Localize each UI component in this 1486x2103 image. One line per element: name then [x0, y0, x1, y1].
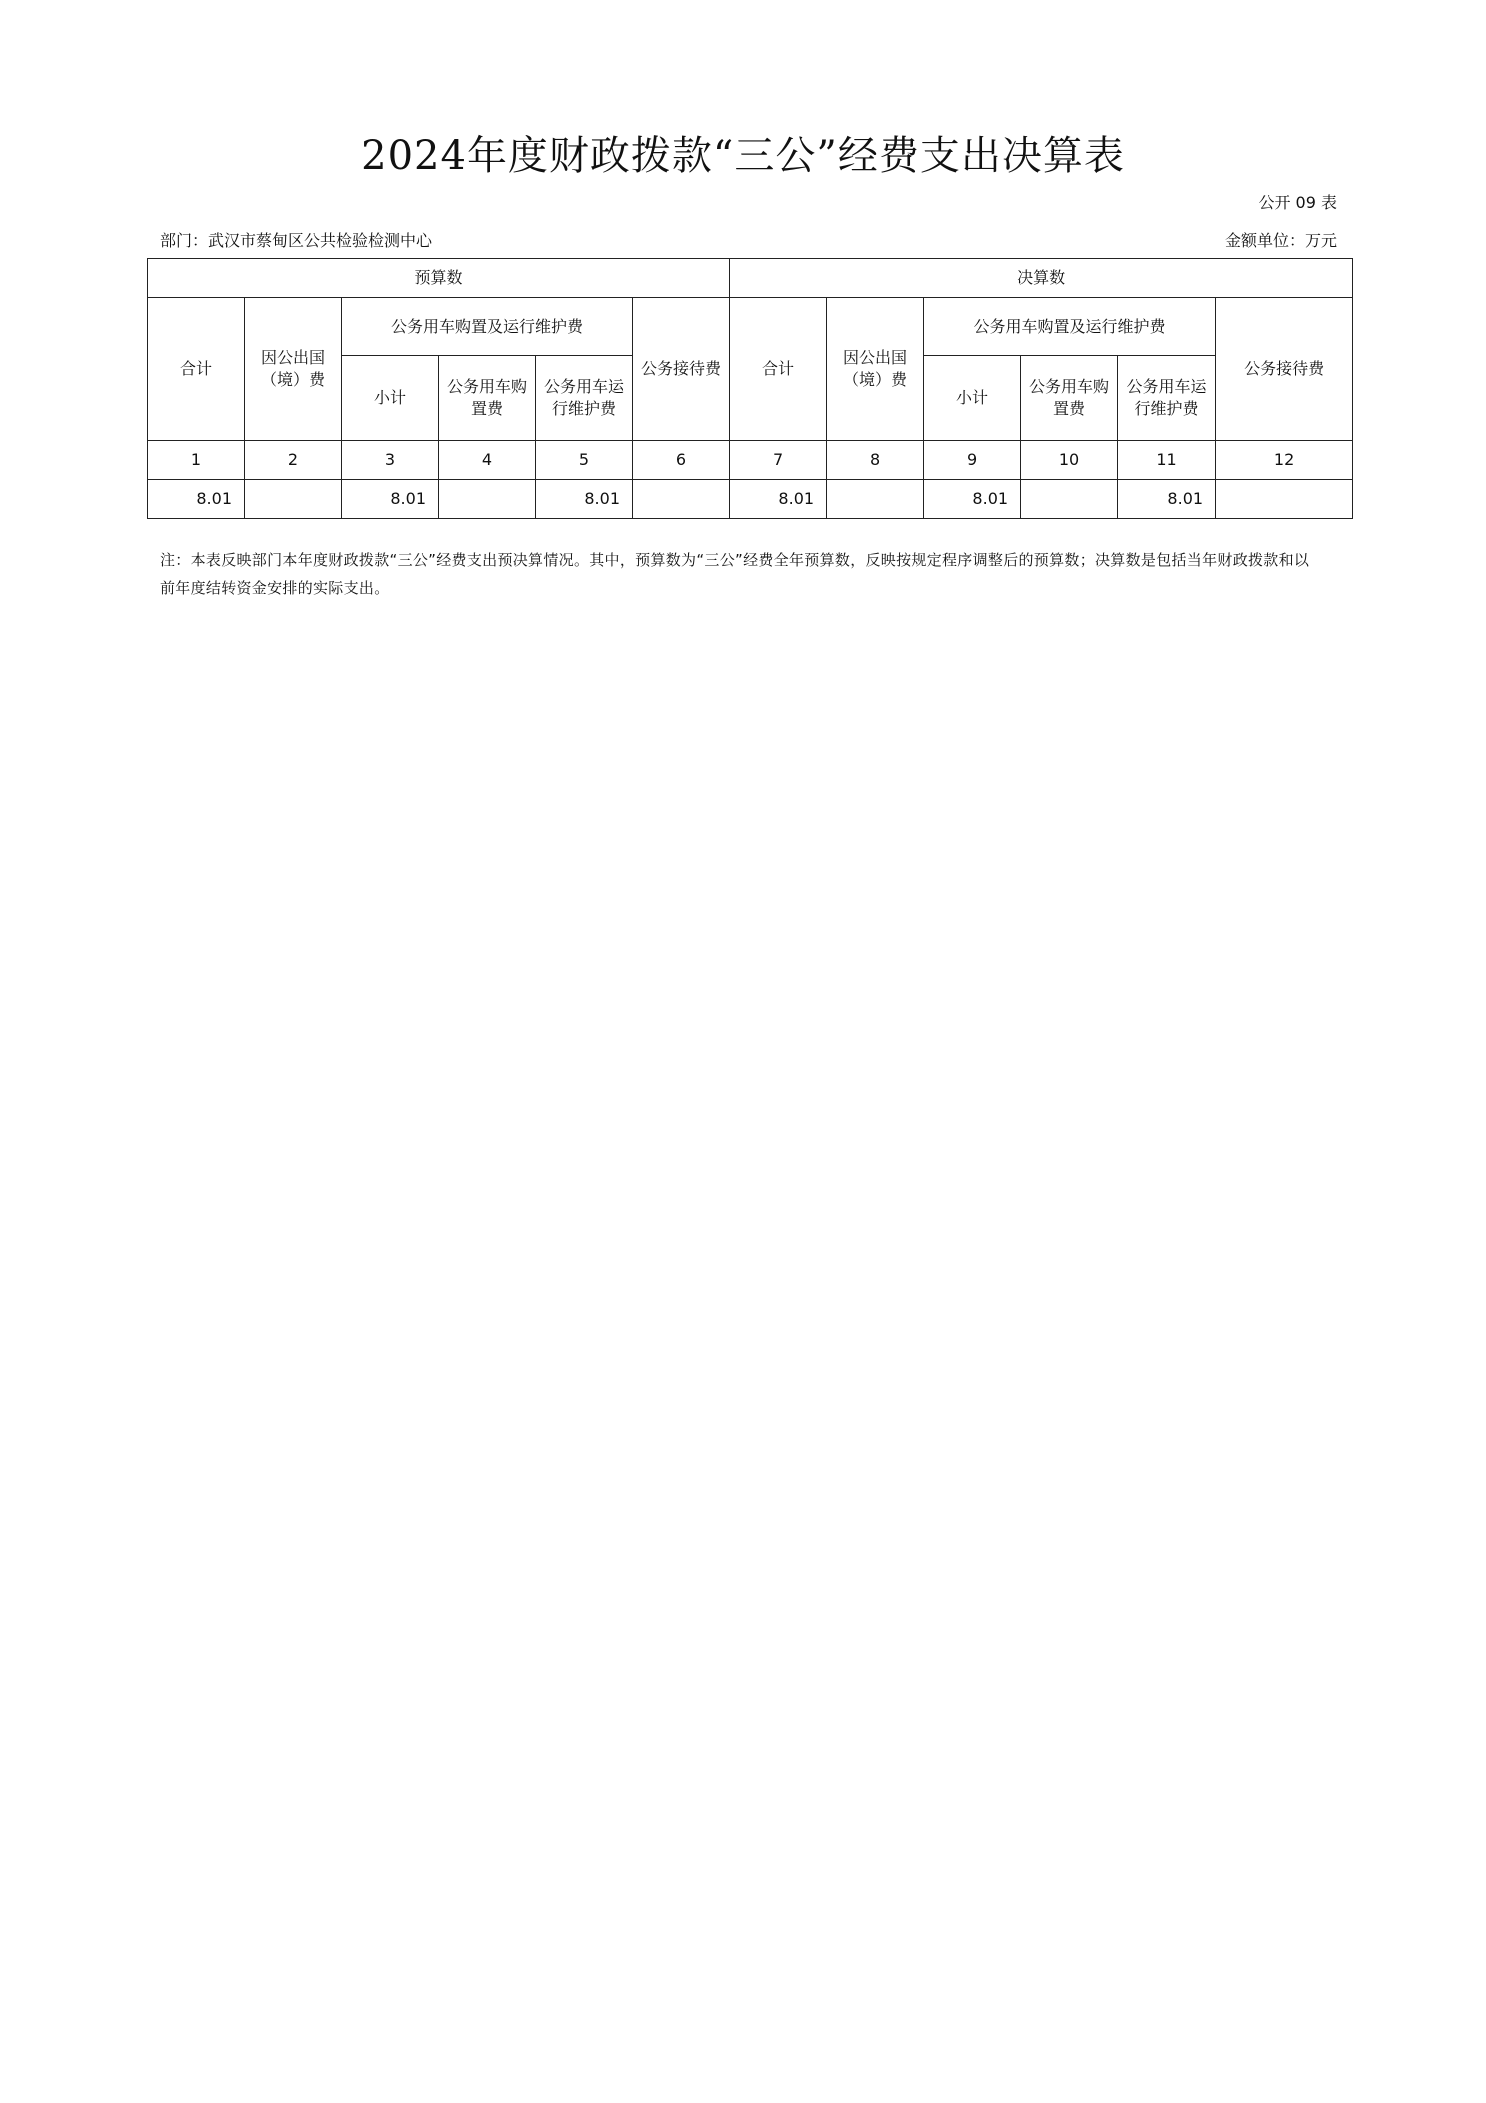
header-final-total: 合计 [730, 298, 827, 441]
header-final-vehicle-operation: 公务用车运行维护费 [1118, 356, 1216, 441]
index-cell: 8 [827, 441, 924, 480]
header-final-vehicle-group: 公务用车购置及运行维护费 [924, 298, 1216, 356]
header-budget-reception: 公务接待费 [633, 298, 730, 441]
header-final-vehicle-purchase: 公务用车购置费 [1021, 356, 1118, 441]
department-label: 部门：武汉市蔡甸区公共检验检测中心 [160, 231, 433, 250]
index-cell: 10 [1021, 441, 1118, 480]
value-final-vehicle-operation: 8.01 [1118, 480, 1216, 519]
value-final-vehicle-purchase [1021, 480, 1118, 519]
form-code: 公开 09 表 [1258, 193, 1337, 212]
header-final-subtotal: 小计 [924, 356, 1021, 441]
value-final-reception [1216, 480, 1353, 519]
header-final-reception: 公务接待费 [1216, 298, 1353, 441]
header-budget: 预算数 [148, 259, 730, 298]
header-budget-total: 合计 [148, 298, 245, 441]
index-row [148, 441, 1353, 480]
expense-table [147, 258, 1353, 519]
value-budget-vehicle-purchase [439, 480, 536, 519]
value-final-total: 8.01 [730, 480, 827, 519]
footnote: 注：本表反映部门本年度财政拨款“三公”经费支出预决算情况。其中，预算数为“三公”经费全年预算数，反映按规定程序调整后的预算数；决算数是包括当年财政拨款和以前年度结转资金安排的实际支出。 [160, 551, 1310, 597]
value-budget-total: 8.01 [148, 480, 245, 519]
value-final-subtotal: 8.01 [924, 480, 1021, 519]
index-cell: 4 [439, 441, 536, 480]
index-cell: 3 [342, 441, 439, 480]
index-cell: 6 [633, 441, 730, 480]
index-cell: 9 [924, 441, 1021, 480]
header-final: 决算数 [730, 259, 1353, 298]
value-budget-abroad [245, 480, 342, 519]
header-final-abroad: 因公出国（境）费 [827, 298, 924, 441]
index-cell: 5 [536, 441, 633, 480]
index-cell: 12 [1216, 441, 1353, 480]
index-cell: 2 [245, 441, 342, 480]
index-cell: 11 [1118, 441, 1216, 480]
index-cell: 1 [148, 441, 245, 480]
unit-label: 金额单位：万元 [1224, 231, 1337, 250]
value-budget-reception [633, 480, 730, 519]
header-budget-abroad: 因公出国（境）费 [245, 298, 342, 441]
header-budget-subtotal: 小计 [342, 356, 439, 441]
page-title: 2024年度财政拨款“三公”经费支出决算表 [361, 133, 1125, 179]
header-budget-vehicle-purchase: 公务用车购置费 [439, 356, 536, 441]
value-budget-vehicle-operation: 8.01 [536, 480, 633, 519]
header-budget-vehicle-operation: 公务用车运行维护费 [536, 356, 633, 441]
value-final-abroad [827, 480, 924, 519]
data-row [148, 480, 1353, 519]
index-cell: 7 [730, 441, 827, 480]
header-budget-vehicle-group: 公务用车购置及运行维护费 [342, 298, 633, 356]
value-budget-subtotal: 8.01 [342, 480, 439, 519]
